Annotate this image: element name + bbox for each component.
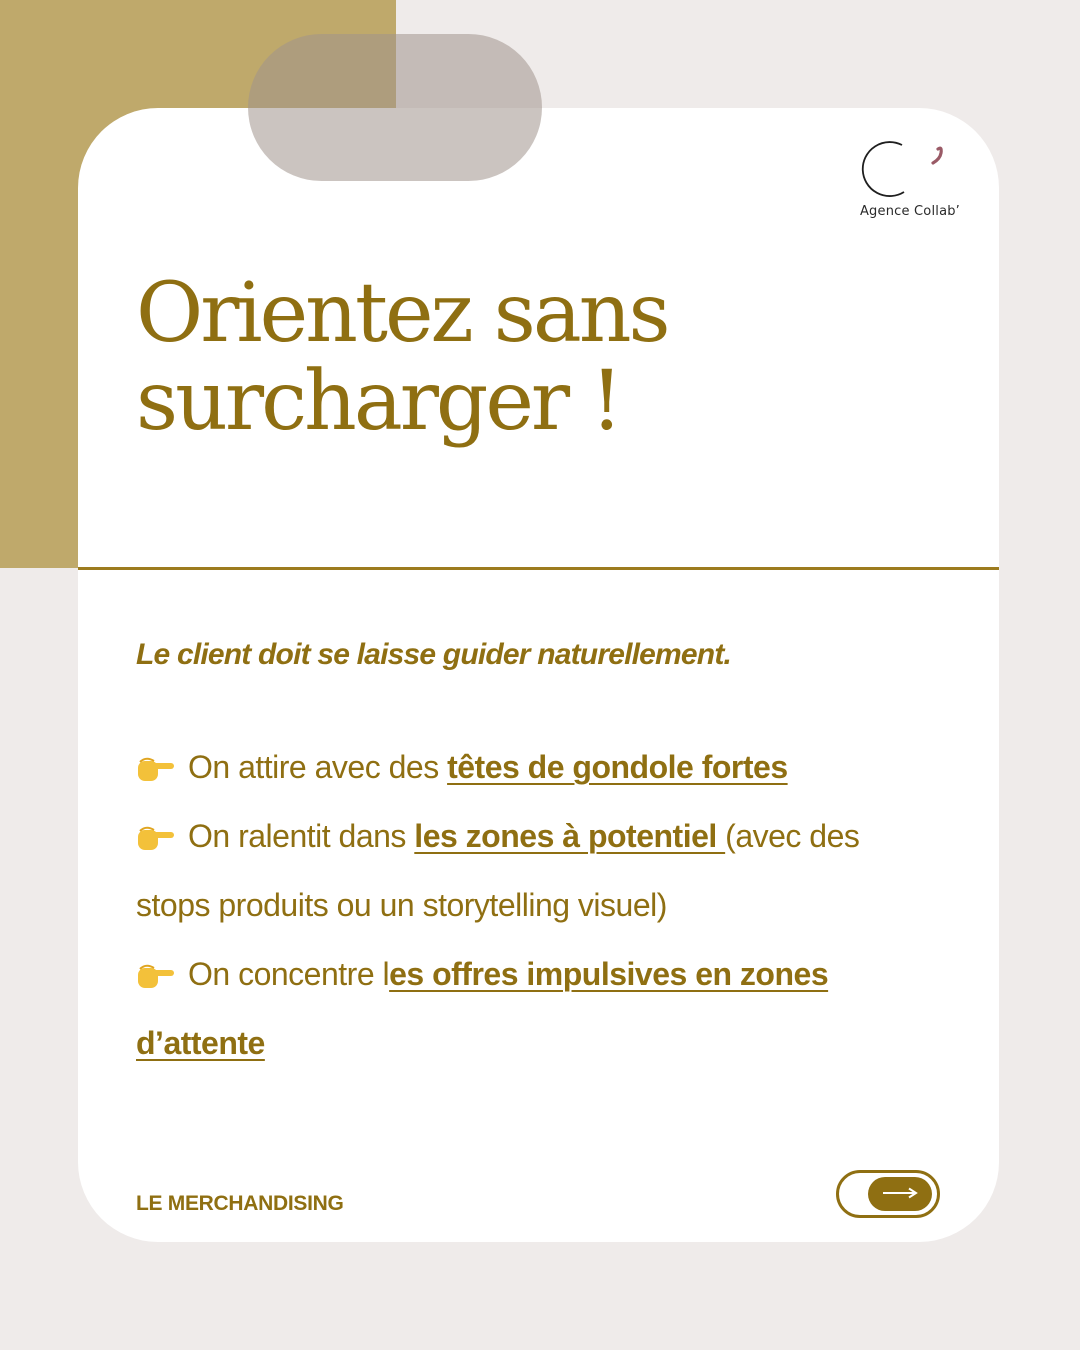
title-line-1: Orientez sans	[136, 266, 668, 361]
c-apostrophe-logo-icon	[852, 140, 972, 204]
next-knob[interactable]	[868, 1177, 932, 1211]
bullet-list	[136, 733, 896, 1078]
bullet-highlight: têtes de gondole fortes	[447, 749, 788, 785]
bullet-prefix: On concentre l	[188, 956, 390, 992]
bullet-prefix: On ralentit dans	[188, 818, 415, 854]
arrow-right-icon	[882, 1187, 918, 1199]
logo-text: Agence Collab’	[859, 204, 961, 219]
footer-label: LE MERCHANDISING	[136, 1192, 344, 1215]
next-button[interactable]	[836, 1170, 940, 1218]
bullet-item	[136, 940, 896, 1078]
pointing-hand-icon	[136, 755, 188, 785]
bullet-highlight: les zones à potentiel	[414, 818, 726, 854]
bullet-item	[136, 802, 896, 940]
divider	[78, 567, 999, 570]
bullet-suffix: (avec des stops produits ou un storytelling visuel)	[136, 818, 860, 923]
pointing-hand-icon	[136, 824, 188, 854]
bullet-item	[136, 733, 896, 802]
page-title	[136, 266, 936, 449]
bullet-highlight: es offres impulsives en zones d’attente	[136, 956, 829, 1061]
bullet-prefix: On attire avec des	[188, 749, 448, 785]
pointing-hand-icon	[136, 962, 188, 992]
title-line-2: surcharger !	[136, 354, 621, 449]
brand-logo	[852, 140, 972, 230]
decorative-pill	[248, 34, 542, 181]
subtitle: Le client doit se laisse guider naturellement.	[136, 638, 732, 671]
